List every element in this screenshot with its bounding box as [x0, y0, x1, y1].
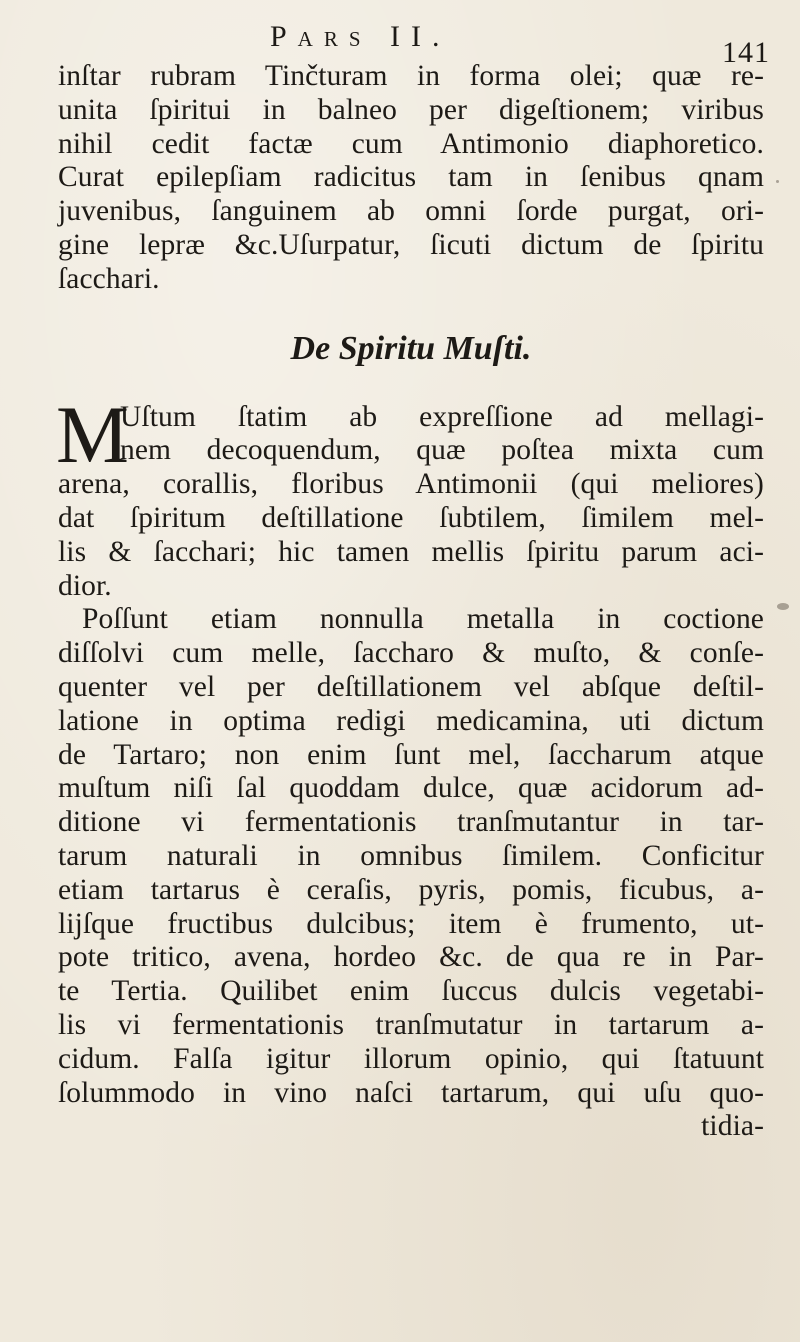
- running-head: [0, 8, 800, 69]
- text-line: inſtar rubram Tinčturam in forma olei; quæ re-: [58, 60, 764, 92]
- text-line: ditione vi fermentationis tranſmutantur in tar-: [58, 806, 764, 839]
- text-line: pote tritico, avena, hordeo &c. de qua re in Par-: [58, 941, 764, 974]
- ink-blot-mark: [777, 603, 789, 610]
- running-title: Pars II.: [270, 20, 451, 53]
- paragraph-3: [58, 603, 764, 1144]
- text-line: gine lepræ &c.Uſurpatur, ſicuti dictum de ſpiritu: [58, 228, 764, 261]
- first-line-text: Uſtum ſtatim ab expreſſione ad mellagi-: [120, 400, 764, 433]
- text-line: cidum. Falſa igitur illorum opinio, qui ſtatuunt: [58, 1042, 764, 1075]
- text-line: latione in optima redigi medicamina, uti dictum: [58, 704, 764, 737]
- text-line: dior.: [58, 569, 112, 602]
- paragraph-1: [58, 60, 764, 297]
- margin-specks: [776, 180, 779, 183]
- catchword: tidia-: [701, 1110, 764, 1143]
- text-line: ſacchari.: [58, 262, 160, 295]
- text-line: lis & ſacchari; hic tamen mellis ſpiritu parum aci-: [58, 535, 764, 568]
- text-line: lis vi fermentationis tranſmutatur in tartarum a-: [58, 1008, 764, 1041]
- text-line: tarum naturali in omnibus ſimilem. Conficitur: [58, 839, 764, 872]
- text-line: arena, corallis, floribus Antimonii (qui meliores): [58, 468, 764, 501]
- text-line: lijſque fructibus dulcibus; item è frumento, ut-: [58, 907, 764, 940]
- text-line: juvenibus, ſanguinem ab omni ſorde purgat, ori-: [58, 195, 764, 228]
- text-line: nem decoquendum, quæ poſtea mixta cum: [120, 434, 764, 467]
- text-line: muſtum niſi ſal quoddam dulce, quæ acidorum ad-: [58, 772, 764, 805]
- page-number: 141: [722, 36, 770, 69]
- text-line: Curat epilepſiam radicitus tam in ſenibus qnam: [58, 161, 764, 194]
- text-line: etiam tartarus è ceraſis, pyris, pomis, ficubus, a-: [58, 873, 764, 906]
- paragraph-2: [56, 388, 764, 604]
- text-line: dat ſpiritum deſtillatione ſubtilem, ſimilem mel-: [58, 501, 764, 534]
- text-line: Poſſunt etiam nonnulla metalla in coctione: [82, 603, 764, 636]
- section-heading: De Spiritu Muſti.: [290, 329, 532, 367]
- text-line: ſolummodo in vino naſci tartarum, qui uſu quo-: [58, 1076, 764, 1109]
- main-text: [58, 60, 764, 1144]
- text-line: diſſolvi cum melle, ſaccharo & muſto, & conſe-: [58, 637, 764, 670]
- text-line: te Tertia. Quilibet enim ſuccus dulcis vegetabi-: [58, 975, 764, 1008]
- text-line: quenter vel per deſtillationem vel abſque deſtil-: [58, 670, 764, 703]
- text-line: unita ſpiritui in balneo per digeſtionem; viribus: [58, 93, 764, 126]
- text-line: de Tartaro; non enim ſunt mel, ſaccharum atque: [58, 738, 764, 771]
- drop-cap: M: [56, 388, 130, 480]
- text-line: nihil cedit factæ cum Antimonio diaphoretico.: [58, 127, 764, 160]
